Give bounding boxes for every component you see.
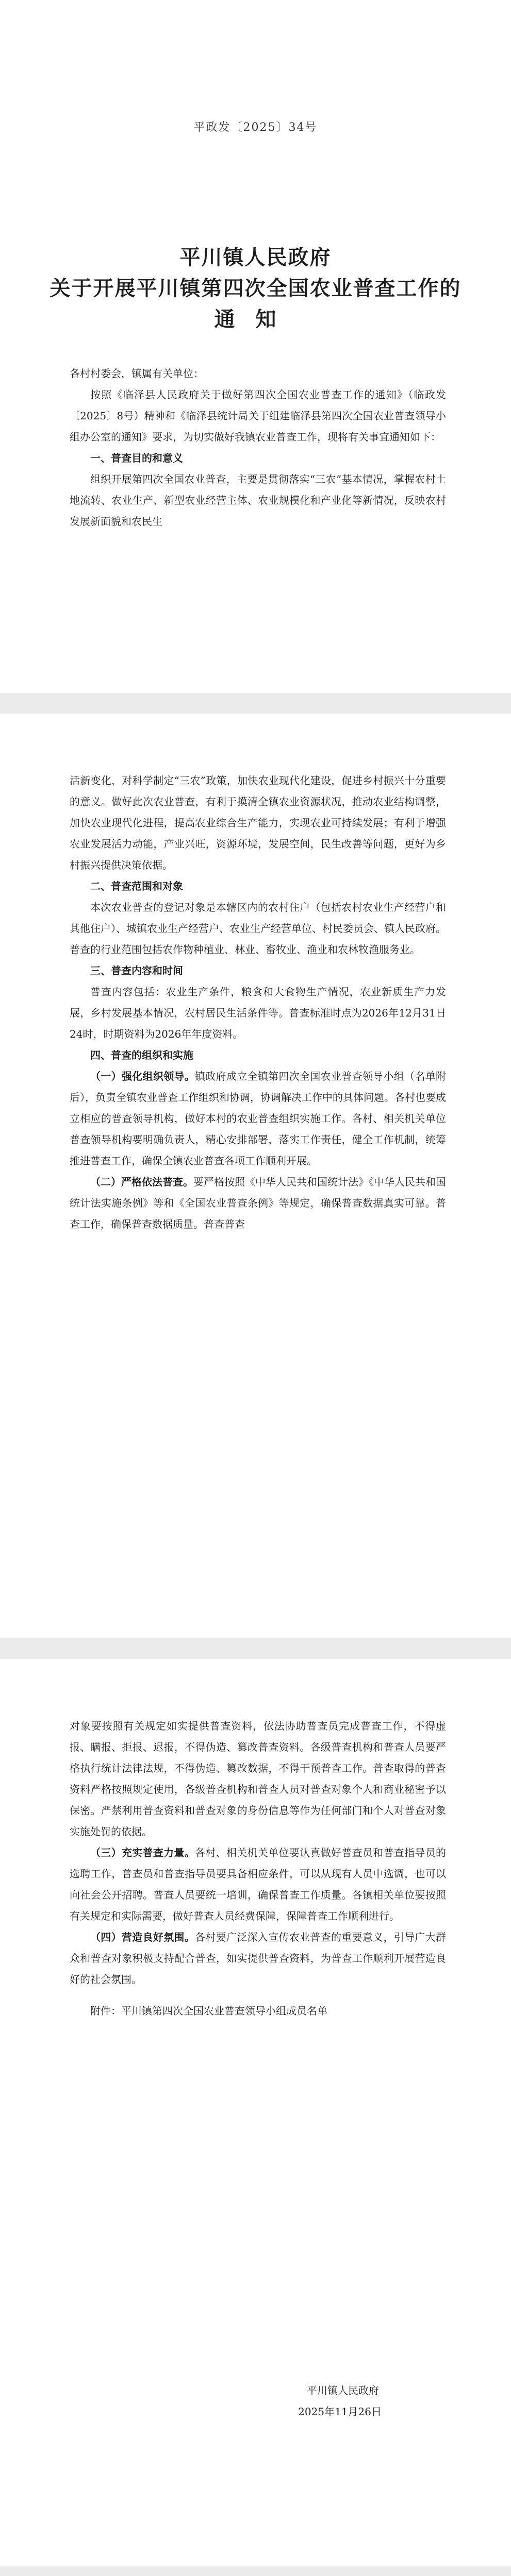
title-line: 关于开展平川镇第四次全国农业普查工作的 <box>50 276 461 300</box>
paragraph-text: 各村、相关机关单位要认真做好普查员和普查指导员的选聘工作，普查员和普查指导员要具备相应条件，可以从现有人员中选调，也可以向社会公开招聘。普查人员要统一培训，确保普查工作质量。各镇相关单位要按照有关规定和实际需要，做好普查人员经费保障，保障普查工作顺利进行。 <box>70 1846 447 1922</box>
document-title <box>0 242 511 335</box>
section-heading: 二、普查范围和对象 <box>90 880 183 892</box>
issuer: 平川镇人民政府 <box>307 2384 379 2397</box>
page-3-body <box>70 1716 446 2022</box>
paragraph <box>70 1066 446 1172</box>
paragraph: 对象要按照有关规定如实提供普查资料，依法协助普查员完成普查工作，不得虚报、瞒报、拒报、迟报，不得伪造、篡改普查资料。各级普查机构和普查人员要严格执行统计法律法规，不得伪造、篡改数据，不得干预普查工作。普查取得的普查资料严格按照规定使用，各级普查机构和普查人员对普查对象个人和商业秘密予以保密。严禁利用普查资料和普查对象的身份信息等作为任何部门和个人对普查对象实施处罚的依据。 <box>70 1720 446 1838</box>
page-2 <box>0 714 511 1638</box>
subheading: （一）强化组织领导。 <box>90 1070 195 1082</box>
section-heading: 一、普查目的和意义 <box>90 452 183 464</box>
subheading: （四）营造良好氛围。 <box>90 1931 195 1943</box>
paragraph: 活新变化，对科学制定“三农”政策，加快农业现代化建设，促进乡村振兴十分重要的意义。做好此次农业普查，有利于摸清全镇农业资源状况，推动农业结构调整，加快农业现代化进程，提高农业综合生产能力，实现农业可持续发展；有利于增强农业发展活力动能，产业兴旺，资源环境，发展空间，民生改善等问题，更好为乡村振兴提供决策依据。 <box>70 774 446 871</box>
paragraph: 组织开展第四次全国农业普查，主要是贯彻落实“三农”基本情况，掌握农村土地流转、农业生产、新型农业经营主体、农业规模化和产业化等新情况，反映农村发展新面貌和农民生 <box>70 473 446 528</box>
section-heading: 三、普查内容和时间 <box>90 964 183 977</box>
issue-date: 2025年11月26日 <box>298 2405 382 2418</box>
document-number: 平政发〔2025〕34号 <box>193 121 318 134</box>
attachment-note: 附件：平川镇第四次全国农业普查领导小组成员名单 <box>90 2005 327 2017</box>
subheading: （三）充实普查力量。 <box>90 1846 195 1859</box>
page-1 <box>0 0 511 693</box>
paragraph-text: 要严格按照《中华人民共和国统计法》《中华人民共和国统计法实施条例》等和《全国农业普查条例》等规定，确保普查数据真实可靠。普查工作，确保普查数据质量。普查普查 <box>70 1176 446 1230</box>
paragraph-text: 镇政府成立全镇第四次全国农业普查领导小组（名单附后），负责全镇农业普查工作组织和协调，协调解决工作中的具体问题。各村也要成立相应的普查领导机构，做好本村的农业普查组织实施工作。各村、相关机关单位普查领导机构要明确负责人，精心安排部署，落实工作责任，健全工作机制，统筹推进普查工作，确保全镇农业普查各项工作顺利开展。 <box>70 1070 447 1167</box>
paragraph <box>70 1172 446 1235</box>
paragraph: 按照《临泽县人民政府关于做好第四次全国农业普查工作的通知》（临政发〔2025〕8号）精神和《临泽县统计局关于组建临泽县第四次全国农业普查领导小组办公室的通知》要求，为切实做好我镇农业普查工作，现将有关事宜通知如下： <box>70 388 446 443</box>
section-heading: 四、普查的组织和实施 <box>90 1049 193 1061</box>
signature-block <box>70 2380 446 2422</box>
paragraph <box>70 1842 446 1927</box>
paragraph: 普查内容包括：农业生产条件，粮食和大食物生产情况，农业新质生产力发展，乡村发展基本情况，农村居民生活条件等。普查标准时点为2026年12月31日24时，时期资料为2026年年度资料。 <box>70 986 446 1040</box>
paragraph-text: 各村要广泛深入宣传农业普查的重要意义，引导广大群众和普查对象积极支持配合普查，如实提供普查资料，为普查工作顺利开展营造良好的社会氛围。 <box>70 1931 447 1986</box>
paragraph: 本次农业普查的登记对象是本辖区内的农村住户（包括农村农业生产经营户和其他住户）、城镇农业生产经营户、农业生产经营单位、村民委员会、镇人民政府。普查的行业范围包括农作物种植业、林业、畜牧业、渔业和农林牧渔服务业。 <box>70 901 446 956</box>
page-3 <box>0 1659 511 2566</box>
subheading: （二）严格依法普查。 <box>90 1176 193 1188</box>
page-1-body <box>70 363 446 532</box>
salutation: 各村村委会，镇属有关单位： <box>70 367 204 380</box>
page-2-body <box>70 770 446 1235</box>
paragraph <box>70 1927 446 1990</box>
title-line: 平川镇人民政府 <box>179 245 332 269</box>
title-line: 通知 <box>214 307 297 331</box>
